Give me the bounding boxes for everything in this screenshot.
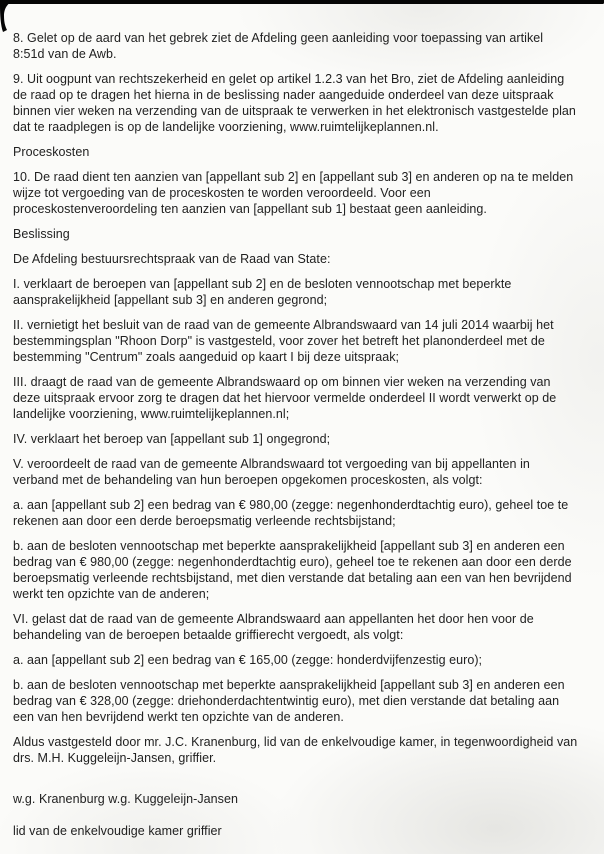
paragraph-9: 9. Uit oogpunt van rechtszekerheid en gelet op artikel 1.2.3 van het Bro, ziet de Afdeling aanleiding de raad op te dragen het hierna in de beslissing nader aangeduide onderdeel van deze uitspraak binnen vier weken na verzending van de uitspraak te verwerken in het elektronisch vastgestelde plan dat te raadplegen is op de landelijke voorziening, www.ruimtelijkeplannen.nl. — [13, 72, 576, 134]
closing-statement: Aldus vastgesteld door mr. J.C. Kranenburg, lid van de enkelvoudige kamer, in tegenwoordigheid van drs. M.H. Kuggeleijn-Jansen, griffier. — [13, 735, 578, 765]
decision-item-II: II. vernietigt het besluit van de raad van de gemeente Albrandswaard van 14 juli 2014 waarbij het bestemmingsplan "Rhoon Dorp" is vastgesteld, voor zover het betreft het planonderdeel met de bestemming "Centrum" zoals aangeduid op kaart I bij deze uitspraak; — [13, 318, 554, 364]
signature-block — [13, 775, 578, 854]
signature-titles: lid van de enkelvoudige kamer griffier — [13, 824, 222, 838]
decision-item-IV: IV. verklaart het beroep van [appellant sub 1] ongegrond; — [13, 432, 331, 446]
decision-item-III: III. draagt de raad van de gemeente Albrandswaard op om binnen vier weken na verzending van deze uitspraak ervoor zorg te dragen dat het hiervoor vermelde onderdeel II wordt verwerkt op de landelijke voorziening, www.ruimtelijkeplannen.nl; — [13, 375, 557, 421]
signature-names: w.g. Kranenburg w.g. Kuggeleijn-Jansen — [13, 792, 238, 806]
paragraph-10: 10. De raad dient ten aanzien van [appellant sub 2] en [appellant sub 3] en anderen op na te melden wijze tot vergoeding van de proceskosten te worden veroordeeld. Voor een proceskostenveroordeling ten aanzien van [appellant sub 1] bestaat geen aanleiding. — [13, 170, 574, 216]
decision-item-VI-b: b. aan de besloten vennootschap met beperkte aansprakelijkheid [appellant sub 3] en anderen een bedrag van € 328,00 (zegge: driehonderdachtentwintig euro), met dien verstande dat betaling aan een van hen bevrijdend werkt ten opzichte van de anderen. — [13, 678, 565, 724]
decision-item-I: I. verklaart de beroepen van [appellant sub 2] en de besloten vennootschap met beperkte aansprakelijkheid [appellant sub 3] en anderen gegrond; — [13, 277, 512, 307]
heading-proceskosten: Proceskosten — [13, 145, 90, 159]
heading-beslissing: Beslissing — [13, 227, 70, 241]
decision-item-V-b: b. aan de besloten vennootschap met beperkte aansprakelijkheid [appellant sub 3] en anderen een bedrag van € 980,00 (zegge: negenhonderdtachtig euro), geheel toe te rekenen aan door een derde beroepsmatig verleende rechtsbijstand, met dien verstande dat betaling aan een van hen bevrijdend werkt ten opzichte van de anderen; — [13, 539, 572, 601]
decision-item-VI-a: a. aan [appellant sub 2] een bedrag van € 165,00 (zegge: honderdvijfenzestig euro); — [13, 653, 483, 667]
decision-item-V: V. veroordeelt de raad van de gemeente Albrandswaard tot vergoeding van bij appellanten in verband met de behandeling van hun beroepen opgekomen proceskosten, als volgt: — [13, 457, 530, 487]
paragraph-8: 8. Gelet op de aard van het gebrek ziet de Afdeling geen aanleiding voor toepassing van artikel 8:51d van de Awb. — [13, 31, 544, 61]
decision-item-VI: VI. gelast dat de raad van de gemeente Albrandswaard aan appellanten het door hen voor de behandeling van de beroepen betaalde griffierecht vergoedt, als volgt: — [13, 612, 534, 642]
decision-item-V-a: a. aan [appellant sub 2] een bedrag van € 980,00 (zegge: negenhonderdtachtig euro), geheel toe te rekenen aan door een derde beroepsmatig verleende rechtsbijstand; — [13, 498, 569, 528]
decision-intro: De Afdeling bestuursrechtspraak van de Raad van State: — [13, 252, 331, 266]
